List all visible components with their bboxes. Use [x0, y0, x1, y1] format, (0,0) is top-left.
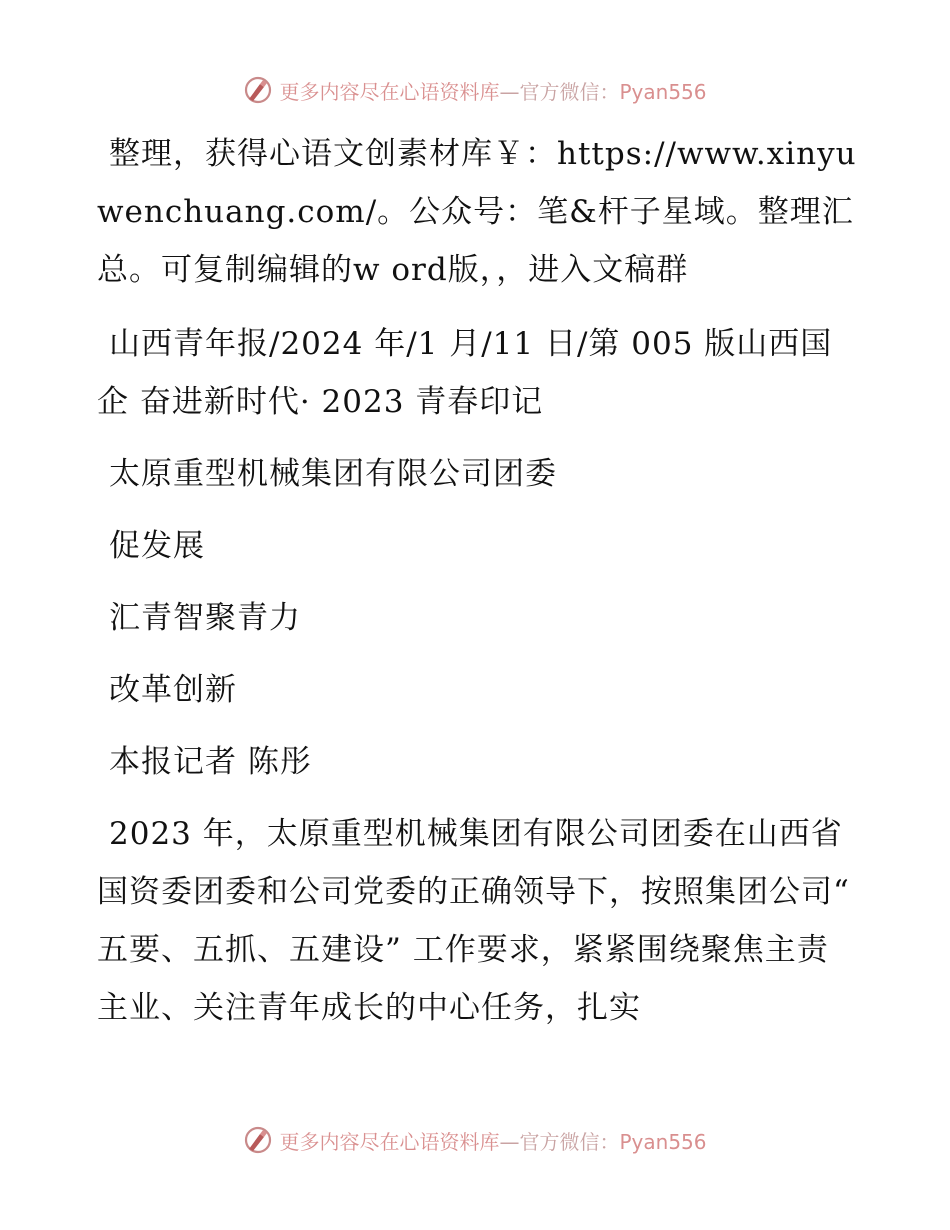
body-paragraph: 2023 年，太原重型机械集团有限公司团委在山西省国资委团委和公司党委的正确领导下，按照集团公司“ 五要、五抓、五建设” 工作要求，紧紧围绕聚焦主责主业、关注青年成长的中心任务，扎实: [97, 816, 850, 1026]
pen-nib-circle-icon: [243, 1125, 273, 1155]
footer-watermark: [0, 1120, 950, 1160]
reporter-line: 本报记者 陈彤: [109, 744, 312, 780]
headline-line-3: 改革创新: [109, 672, 237, 708]
source-line: 山西青年报/2024 年/1 月/11 日/第 005 版山西国企 奋进新时代· 2023 青春印记: [97, 326, 833, 420]
intro-paragraph: 整理，获得心语文创素材库￥：https://www.xinyuwenchuang.com/。公众号：笔&杆子星域。整理汇总。可复制编辑的w ord版，，进入文稿群: [97, 136, 857, 288]
headline-line-1: 促发展: [109, 528, 205, 564]
header-watermark: [0, 70, 950, 110]
organization-line: 太原重型机械集团有限公司团委: [109, 456, 557, 492]
headline-line-2: 汇青智聚青力: [109, 600, 301, 636]
footer-watermark-text: 更多内容尽在心语资料库—官方微信：Pyan556: [279, 1129, 707, 1154]
header-watermark-text: 更多内容尽在心语资料库—官方微信：Pyan556: [279, 79, 707, 104]
document-body: [97, 125, 857, 1051]
pen-nib-circle-icon: [243, 75, 273, 105]
